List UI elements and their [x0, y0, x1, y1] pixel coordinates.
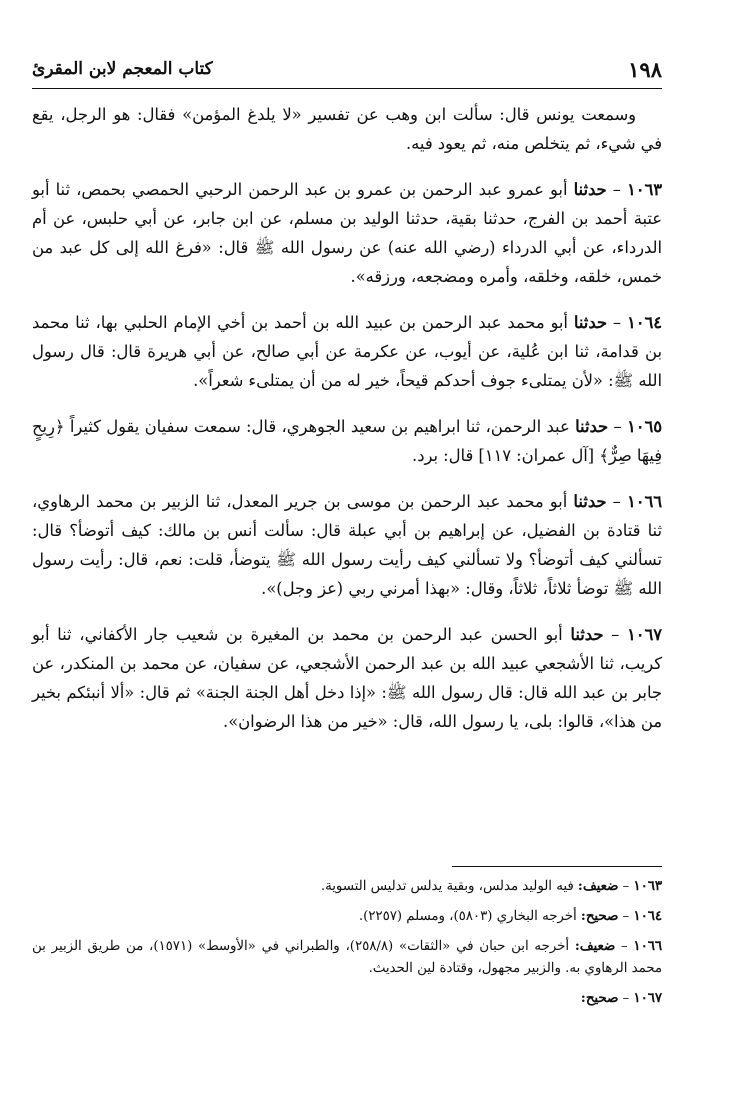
hadith-text: عبد الرحمن، ثنا ابراهيم بن سعيد الجوهري، قال: سمعت سفيان يقول كثيراً ﴿رِيحٍ فِيهَا صِرٌّ﴾ [آل عمران: ١١٧] قال: برد. [32, 417, 662, 465]
footnote-1064 [32, 906, 662, 928]
page-number: ١٩٨ [628, 56, 662, 82]
hadith-opening: حدثنا [573, 492, 607, 511]
footnote-1067 [32, 988, 662, 1010]
footnote-grade: صحيح: [580, 909, 619, 924]
page-header [32, 50, 662, 89]
footnote-number: ١٠٦٣ [633, 879, 662, 894]
book-title: كتاب المعجم لابن المقرئ [32, 59, 213, 79]
footnotes [32, 876, 662, 1018]
footnote-number: ١٠٦٦ [633, 939, 662, 954]
hadith-text: أبو عمرو عبد الرحمن بن عمرو بن عبد الرحمن الرحبي الحمصي بحمص، ثنا أبو عتبة أحمد بن الفرج، حدثنا بقية، حدثنا الوليد بن مسلم، عن ابن جابر، عن أبي حلبس، عن أم الدرداء، عن أبي الدرداء (رضي الله عنه) عن رسول الله ﷺ قال: «فرغ الله إلى كل عبد من خمس، خلقه، وخلقه، وأمره ومضجعه، ورزقه». [32, 180, 662, 286]
hadith-number: ١٠٦٥ [627, 417, 662, 436]
footnote-dash: – [618, 991, 634, 1006]
hadith-1067 [32, 620, 662, 736]
hadith-1064 [32, 308, 662, 395]
main-text [32, 100, 662, 753]
hadith-number: ١٠٦٣ [627, 180, 662, 199]
hadith-number: ١٠٦٦ [627, 492, 662, 511]
footnote-number: ١٠٦٧ [633, 991, 662, 1006]
footnote-text: أخرجه البخاري (٥٨٠٣)، ومسلم (٢٢٥٧). [358, 909, 581, 924]
hadith-1066 [32, 487, 662, 603]
hadith-opening: حدثنا [570, 625, 604, 644]
footnote-1063 [32, 876, 662, 898]
hadith-opening: حدثنا [575, 417, 609, 436]
hadith-text: أبو الحسن عبد الرحمن بن محمد بن المغيرة بن شعيب جار الأكفاني، ثنا أبو كريب، ثنا الأشجعي عبيد الله بن عبد الرحمن الأشجعي، عن سفيان، عن محمد بن المنكدر، عن جابر بن عبد الله قال: قال رسول الله ﷺ: «إذا دخل أهل الجنة الجنة» ثم قال: «ألا أنبئكم بخير من هذا»، قالوا: بلى، يا رسول الله، قال: «خير من هذا الرضوان». [32, 625, 663, 731]
hadith-1063 [32, 175, 662, 291]
hadith-dash: – [606, 313, 628, 332]
footnote-grade: ضعيف: [574, 939, 616, 954]
hadith-opening: حدثنا [573, 180, 607, 199]
footnote-grade: ضعيف: [577, 879, 619, 894]
footnote-text: فيه الوليد مدلس، وبقية يدلس تدليس التسوية. [320, 879, 578, 894]
footnote-dash: – [618, 879, 634, 894]
footnote-dash: – [615, 939, 634, 954]
hadith-dash: – [606, 180, 628, 199]
hadith-dash: – [603, 625, 628, 644]
footnote-dash: – [618, 909, 634, 924]
intro-paragraph: وسمعت يونس قال: سألت ابن وهب عن تفسير «لا يلدغ المؤمن» فقال: هو الرجل، يقع في شيء، ثم يتخلص منه، ثم يعود فيه. [32, 105, 662, 153]
hadith-text: أبو محمد عبد الرحمن بن موسى بن جرير المعدل، ثنا الزبير بن محمد الرهاوي، ثنا قتادة بن الفضيل، عن إبراهيم بن أبي عبلة قال: سألت أنس بن مالك: كيف أتوضأ؟ قال: تسألني كيف أتوضأ؟ ولا تسألني كيف رأيت رسول الله ﷺ يتوضأ، قلت: نعم، قال: رأيت رسول الله ﷺ توضأ ثلاثاً، ثلاثاً، وقال: «بهذا أمرني ربي (عز وجل)». [32, 492, 662, 598]
footnote-1066 [32, 936, 662, 980]
hadith-number: ١٠٦٤ [627, 313, 662, 332]
hadith-1065 [32, 412, 662, 470]
hadith-text: أبو محمد عبد الرحمن بن عبيد الله بن أحمد بن أخي الإمام الحلبي بها، ثنا محمد بن قدامة، ثنا ابن عُلية، عن أيوب، عن عكرمة عن أبي صالح، عن أبي هريرة قال: قال رسول الله ﷺ: «لأن يمتلىء جوف أحدكم قيحاً، خير له من أن يمتلىء شعراً». [32, 313, 662, 390]
hadith-opening: حدثنا [573, 313, 607, 332]
footnote-divider [452, 866, 662, 867]
footnote-number: ١٠٦٤ [633, 909, 662, 924]
hadith-dash: – [608, 417, 628, 436]
hadith-dash: – [606, 492, 627, 511]
footnote-text: أخرجه ابن حبان في «الثقات» (٢٥٨/٨)، والطبراني في «الأوسط» (١٥٧١)، من طريق الزبير بن محمد الرهاوي به. والزبير مجهول، وقتادة لين الحديث. [32, 939, 662, 976]
footnote-grade: صحيح: [580, 991, 619, 1006]
hadith-number: ١٠٦٧ [627, 625, 662, 644]
